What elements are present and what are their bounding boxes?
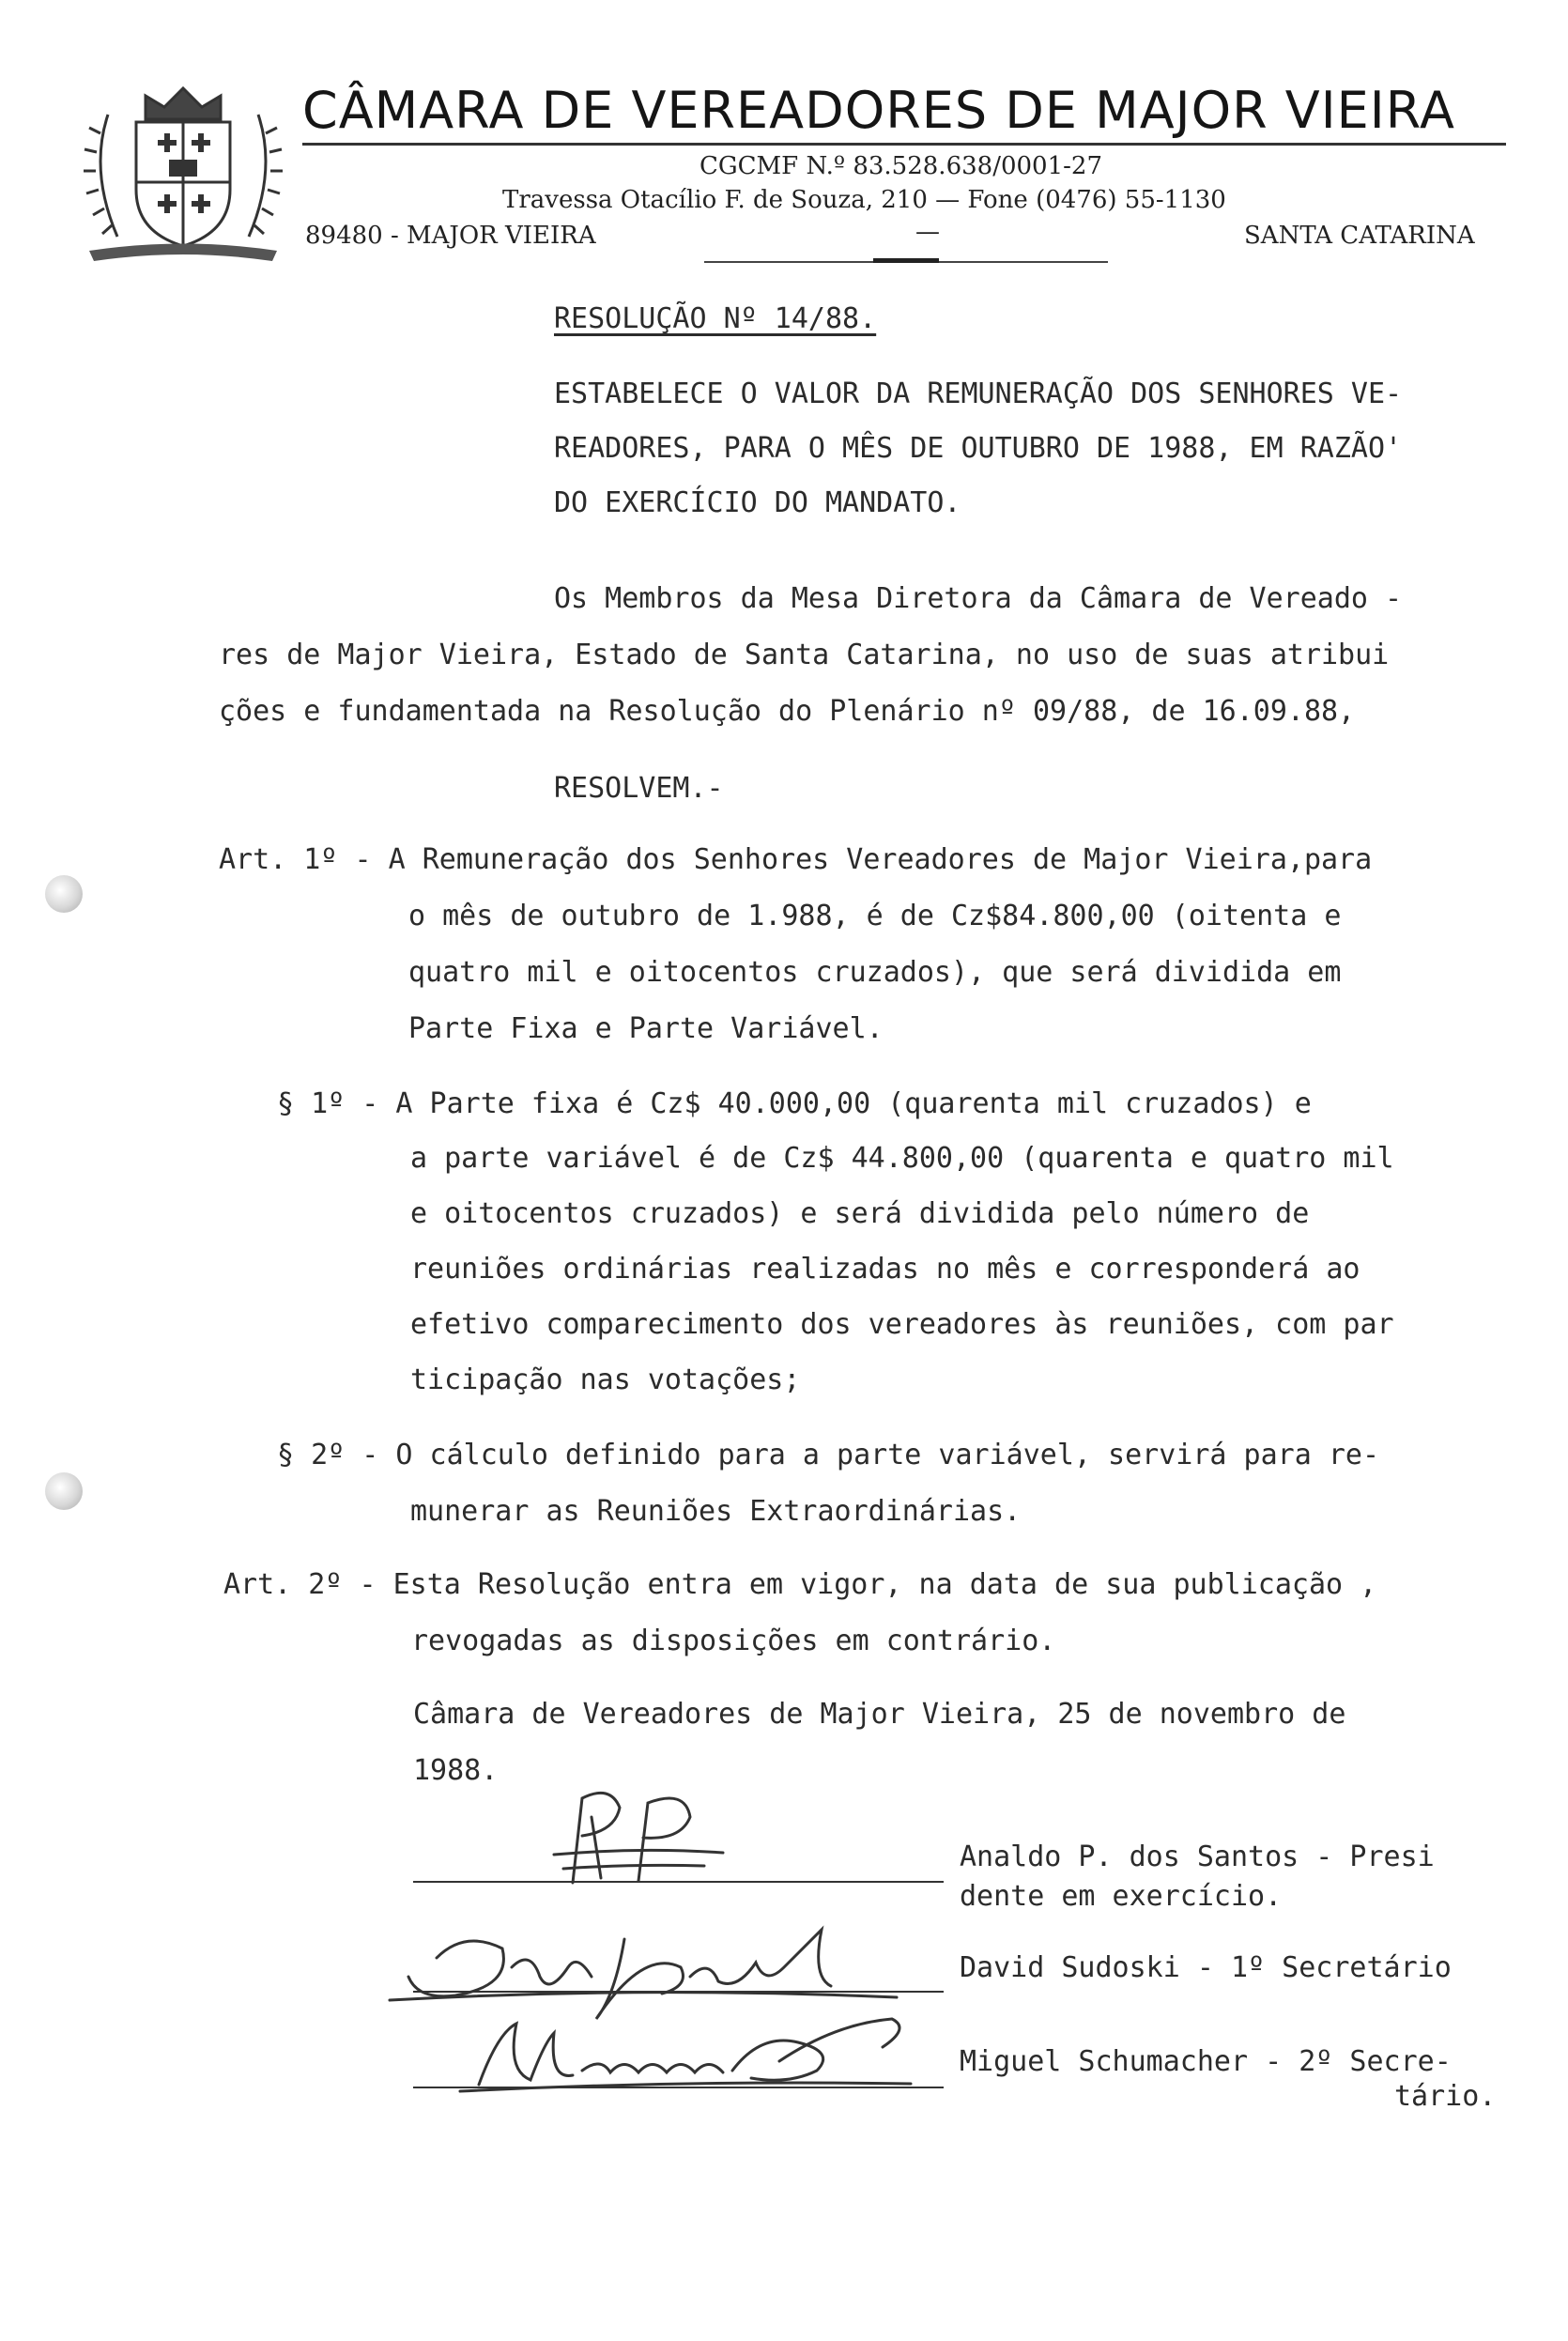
resolvem-label: RESOLVEM.-: [554, 772, 724, 805]
resolution-number: RESOLUÇÃO Nº 14/88.: [554, 302, 877, 335]
municipal-coat-of-arms-icon: [80, 77, 286, 265]
preamble-line: ções e fundamentada na Resolução do Plenário nº 09/88, de 16.09.88,: [219, 695, 1356, 728]
article-2-line: revogadas as disposições em contrário.: [411, 1625, 1056, 1657]
signature-line: [413, 1881, 944, 1883]
signature-line: [413, 1991, 944, 1993]
cgcmf-number: CGCMF N.º 83.528.638/0001-27: [699, 152, 1102, 180]
cep-city: 89480 - MAJOR VIEIRA: [305, 222, 596, 250]
preamble-line: res de Major Vieira, Estado de Santa Catarina, no uso de suas atribui: [219, 639, 1390, 671]
summary-line: READORES, PARA O MÊS DE OUTUBRO DE 1988, EM RAZÃO': [554, 432, 1403, 465]
state-name: SANTA CATARINA: [1244, 222, 1475, 250]
letterhead-divider-accent: [873, 258, 939, 263]
article-1-line: o mês de outubro de 1.988, é de Cz$84.800,00 (oitenta e: [408, 900, 1342, 932]
paragraph-2-line: munerar as Reuniões Extraordinárias.: [410, 1495, 1022, 1528]
paragraph-1-heading: § 1º - A Parte fixa é Cz$ 40.000,00 (quarenta mil cruzados) e: [277, 1087, 1312, 1120]
separator-dash: —: [915, 218, 940, 246]
paragraph-1-line: reuniões ordinárias realizadas no mês e corresponderá ao: [410, 1253, 1360, 1286]
signatory-second-secretary: Miguel Schumacher - 2º Secre-: [960, 2045, 1452, 2078]
summary-line: DO EXERCÍCIO DO MANDATO.: [554, 486, 961, 519]
punch-hole: [45, 875, 83, 913]
signature-second-secretary: [441, 2005, 930, 2099]
article-2-heading: Art. 2º - Esta Resolução entra em vigor, na data de sua publicação ,: [223, 1568, 1377, 1601]
article-1-heading: Art. 1º - A Remuneração dos Senhores Vereadores de Major Vieira,para: [219, 843, 1373, 876]
signatory-second-secretary: tário.: [1394, 2080, 1497, 2113]
signature-president: [526, 1779, 751, 1892]
article-1-line: quatro mil e oitocentos cruzados), que será dividida em: [408, 956, 1342, 989]
paragraph-1-line: ticipação nas votações;: [410, 1363, 801, 1396]
article-1-line: Parte Fixa e Parte Variável.: [408, 1012, 884, 1045]
paragraph-2-heading: § 2º - O cálculo definido para a parte variável, servirá para re-: [277, 1439, 1379, 1471]
paragraph-1-line: a parte variável é de Cz$ 44.800,00 (quarenta e quatro mil: [410, 1142, 1394, 1175]
closing-line: 1988.: [413, 1754, 499, 1787]
preamble-line: Os Membros da Mesa Diretora da Câmara de Vereado -: [554, 582, 1403, 615]
punch-hole: [45, 1472, 83, 1510]
signature-line: [413, 2087, 944, 2088]
closing-line: Câmara de Vereadores de Major Vieira, 25 de novembro de: [413, 1698, 1346, 1731]
signatory-president: dente em exercício.: [960, 1880, 1283, 1913]
address-line: Travessa Otacílio F. de Souza, 210 — Fone (0476) 55-1130: [502, 186, 1226, 214]
letterhead-rule: [302, 143, 1506, 146]
signatory-president: Analdo P. dos Santos - Presi: [960, 1840, 1435, 1873]
organization-title: CÂMARA DE VEREADORES DE MAJOR VIEIRA: [302, 81, 1455, 140]
paragraph-1-line: efetivo comparecimento dos vereadores às reuniões, com par: [410, 1308, 1394, 1341]
paragraph-1-line: e oitocentos cruzados) e será dividida pelo número de: [410, 1197, 1310, 1230]
signatory-first-secretary: David Sudoski - 1º Secretário: [960, 1951, 1452, 1984]
summary-line: ESTABELECE O VALOR DA REMUNERAÇÃO DOS SENHORES VE-: [554, 377, 1403, 410]
